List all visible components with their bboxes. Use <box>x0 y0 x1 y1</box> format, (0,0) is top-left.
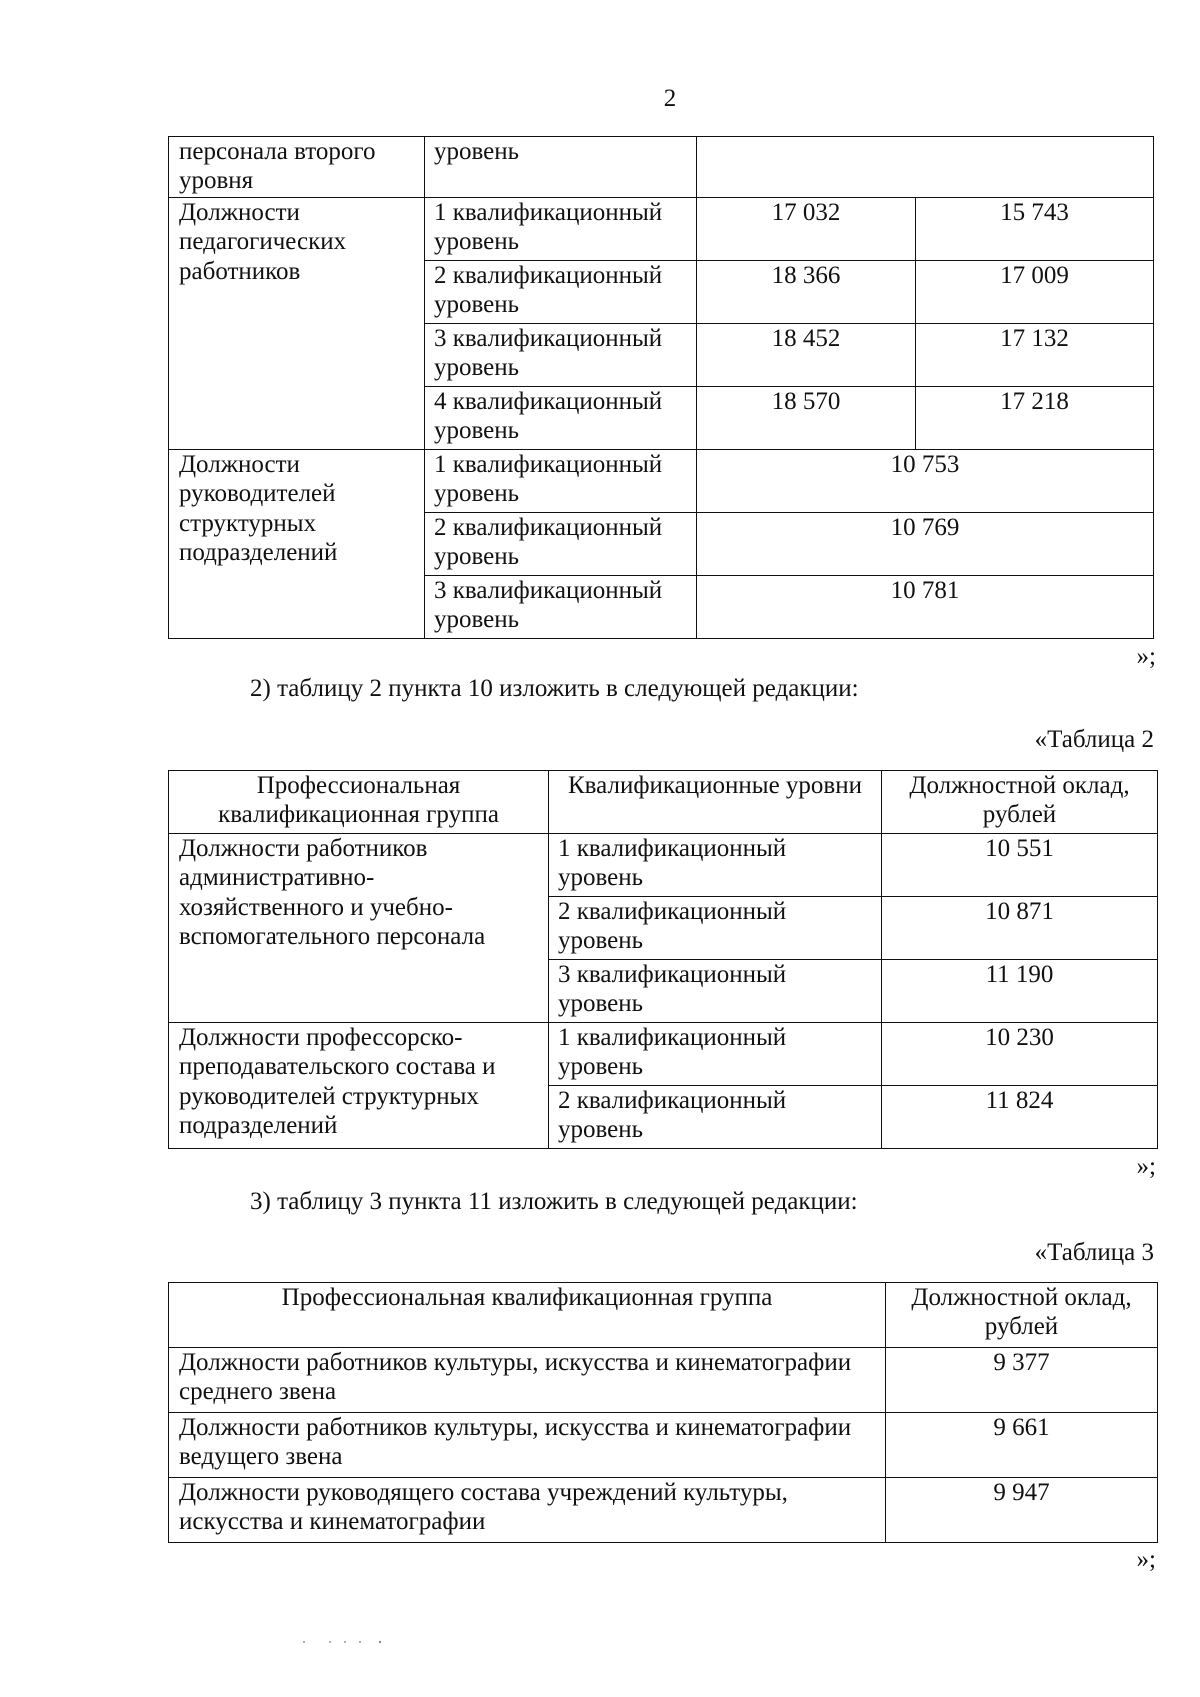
group-cell: персонала второго уровня <box>169 137 425 198</box>
value-cell: 17 032 <box>697 198 916 261</box>
value-cell: 18 452 <box>697 324 916 387</box>
table-row <box>169 1413 1158 1478</box>
table-row <box>169 137 1154 198</box>
value-cell: 9 947 <box>886 1478 1158 1543</box>
value-cell: 15 743 <box>916 198 1154 261</box>
paragraph-2: 2) таблицу 2 пункта 10 изложить в следующей редакции: <box>250 675 859 702</box>
header-cell: Профессиональная квалификационная группа <box>169 1283 886 1348</box>
group-cell: Должности работников культуры, искусства и кинематографии среднего звена <box>169 1348 886 1413</box>
value-cell: 10 781 <box>697 576 1154 639</box>
table-row <box>169 1023 1158 1086</box>
header-cell: Профессиональная квалификационная группа <box>169 771 549 834</box>
table3-caption: «Таблица 3 <box>1034 1239 1154 1266</box>
header-cell: Должностной оклад, рублей <box>886 1283 1158 1348</box>
closing-quote: »; <box>1136 1546 1156 1573</box>
table-row <box>169 1478 1158 1543</box>
value-cell: 17 009 <box>916 261 1154 324</box>
salary-table-3 <box>168 1282 1158 1543</box>
group-cell: Должности руководящего состава учреждений культуры, искусства и кинематографии <box>169 1478 886 1543</box>
value-cell: 10 230 <box>882 1023 1158 1086</box>
level-cell: 1 квалификационный уровень <box>425 198 697 261</box>
value-cell: 9 661 <box>886 1413 1158 1478</box>
value-cell: 10 753 <box>697 450 1154 513</box>
group-cell: Должности профессорско-преподавательского состава и руководителей структурных подразделений <box>169 1023 549 1149</box>
value-cell: 11 824 <box>882 1086 1158 1149</box>
table2-caption: «Таблица 2 <box>1034 726 1154 753</box>
value-cell <box>697 137 1154 198</box>
header-cell: Должностной оклад, рублей <box>882 771 1158 834</box>
group-cell: Должности работников культуры, искусства и кинематографии ведущего звена <box>169 1413 886 1478</box>
value-cell: 9 377 <box>886 1348 1158 1413</box>
salary-table-1 <box>168 136 1154 639</box>
level-cell: 3 квалификационный уровень <box>549 960 882 1023</box>
level-cell: 4 квалификационный уровень <box>425 387 697 450</box>
page-number: 2 <box>663 85 677 112</box>
closing-quote: »; <box>1136 1153 1156 1180</box>
level-cell: 3 квалификационный уровень <box>425 324 697 387</box>
table-row <box>169 834 1158 897</box>
scan-artifact <box>300 1640 400 1644</box>
level-cell: 1 квалификационный уровень <box>549 1023 882 1086</box>
value-cell: 10 551 <box>882 834 1158 897</box>
table-row <box>169 450 1154 513</box>
value-cell: 18 570 <box>697 387 916 450</box>
level-cell: 2 квалификационный уровень <box>425 261 697 324</box>
value-cell: 11 190 <box>882 960 1158 1023</box>
group-cell: Должности руководителей структурных подразделений <box>169 450 425 639</box>
salary-table-2 <box>168 770 1158 1149</box>
level-cell: 2 квалификационный уровень <box>549 1086 882 1149</box>
group-cell: Должности работников административно-хозяйственного и учебно-вспомогательного персонала <box>169 834 549 1023</box>
value-cell: 17 132 <box>916 324 1154 387</box>
table-row <box>169 198 1154 261</box>
value-cell: 10 769 <box>697 513 1154 576</box>
table-row <box>169 1348 1158 1413</box>
closing-quote: »; <box>1136 643 1156 670</box>
table-header-row <box>169 1283 1158 1348</box>
value-cell: 10 871 <box>882 897 1158 960</box>
level-cell: уровень <box>425 137 697 198</box>
header-cell: Квалификационные уровни <box>549 771 882 834</box>
level-cell: 1 квалификационный уровень <box>425 450 697 513</box>
group-cell: Должности педагогических работников <box>169 198 425 450</box>
level-cell: 1 квалификационный уровень <box>549 834 882 897</box>
value-cell: 17 218 <box>916 387 1154 450</box>
table-header-row <box>169 771 1158 834</box>
value-cell: 18 366 <box>697 261 916 324</box>
level-cell: 2 квалификационный уровень <box>549 897 882 960</box>
level-cell: 2 квалификационный уровень <box>425 513 697 576</box>
paragraph-3: 3) таблицу 3 пункта 11 изложить в следующей редакции: <box>250 1188 858 1215</box>
level-cell: 3 квалификационный уровень <box>425 576 697 639</box>
